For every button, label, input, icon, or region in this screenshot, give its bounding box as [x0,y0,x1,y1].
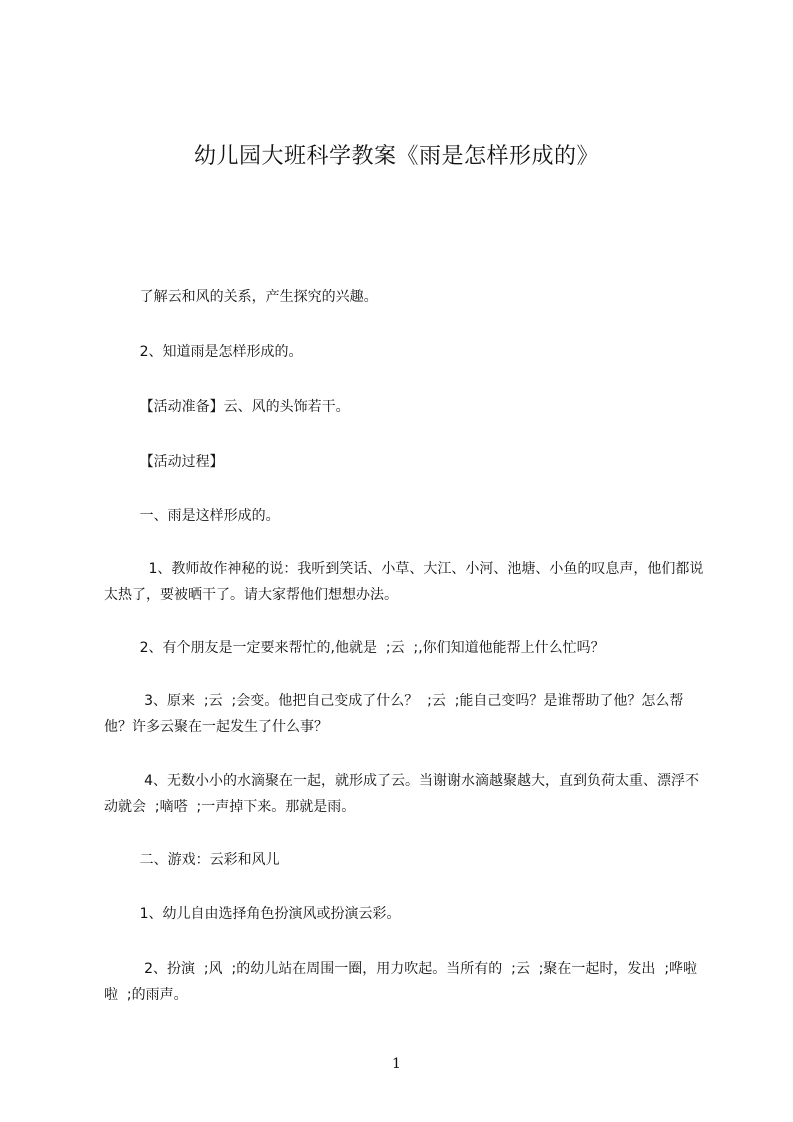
paragraph-game-2: 2、扮演 ;风 ;的幼儿站在周围一圈，用力吹起。当所有的 ;云 ;聚在一起时，发出 ;哗啦啦 ;的雨声。 [104,961,698,1003]
section-heading-part-2: 二、游戏：云彩和风儿 [104,852,280,868]
section-heading-part-1: 一、雨是这样形成的。 [104,508,280,524]
paragraph-preparation: 【活动准备】云、风的头饰若干。 [104,399,350,415]
paragraph-goal-2: 2、知道雨是怎样形成的。 [104,344,303,360]
paragraph-step-3: 3、原来 ;云 ;会变。他把自己变成了什么？ ;云 ;能自己变吗？是谁帮助了他？怎么帮他？许多云聚在一起发生了什么事？ [104,693,684,735]
paragraph-step-2: 2、有个朋友是一定要来帮忙的,他就是 ;云 ;,你们知道他能帮上什么忙吗？ [104,640,605,656]
paragraph-goal-1: 了解云和风的关系，产生探究的兴趣。 [104,289,378,305]
paragraph-step-1: 1、教师故作神秘的说：我听到笑话、小草、大江、小河、池塘、小鱼的叹息声，他们都说太热了，要被晒干了。请大家帮他们想想办法。 [104,561,704,603]
section-heading-process: 【活动过程】 [104,454,224,470]
paragraph-game-1: 1、幼儿自由选择角色扮演风或扮演云彩。 [104,906,401,922]
page-title: 幼儿园大班科学教案《雨是怎样形成的》 [193,144,599,169]
page-number: 1 [392,1056,401,1072]
paragraph-step-4: 4、无数小小的水滴聚在一起，就形成了云。当谢谢水滴越聚越大，直到负荷太重、漂浮不动就会 ;嘀嗒 ;一声掉下来。那就是雨。 [104,773,699,815]
